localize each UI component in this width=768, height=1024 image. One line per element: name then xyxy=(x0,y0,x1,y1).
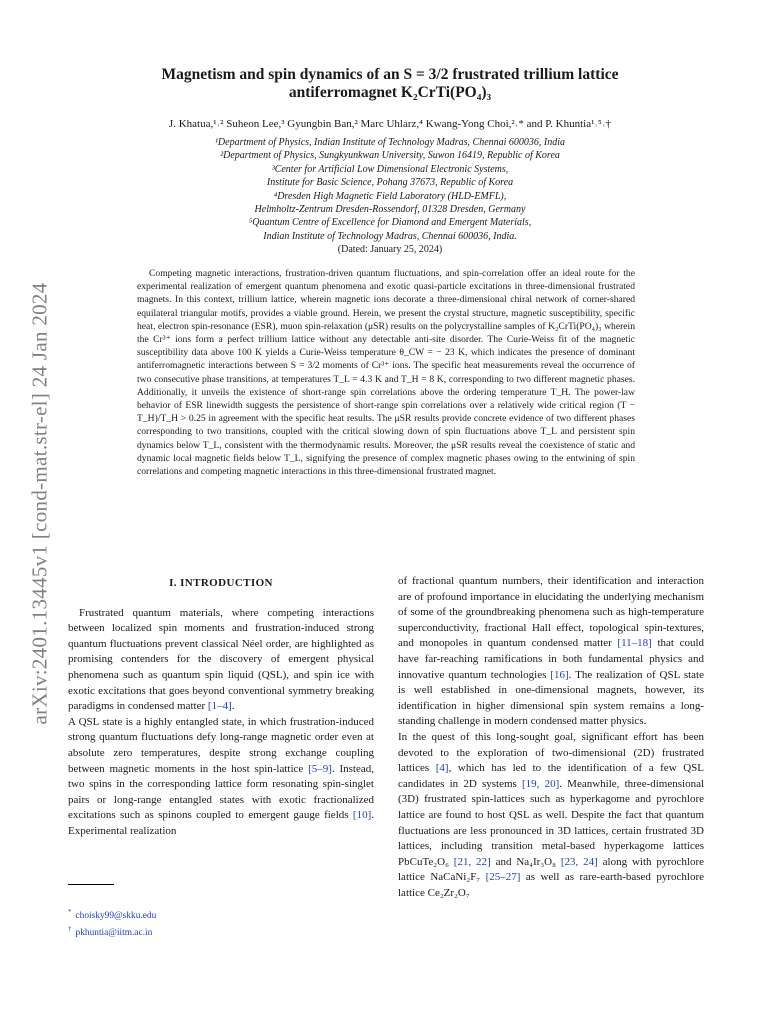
intro-paragraph-2 xyxy=(68,715,374,840)
paragraph-text: Frustrated quantum materials, where competing interactions between localized spin moments and frustration-induced strong quantum fluctuations prevent classical Néel order, are highlighted as promising contenders for the discovery of emergent physical phenomena such as quantum spin liquid (QSL), and spin ice with exotic excitations that goes beyond conventional symmetry breaking paradigms in condensed matter xyxy=(68,606,374,713)
paragraph-text: . Instead, two spins in the corresponding lattice form resonating spin-singlet pairs or long-range entangled states with exotic fractionalized excitations such as spinons coupled to emergent gauge fields xyxy=(68,762,375,822)
affiliation-line: Helmholtz-Zentrum Dresden-Rossendorf, 01328 Dresden, Germany xyxy=(254,204,526,216)
paper-title xyxy=(100,66,680,102)
right-column xyxy=(398,574,704,901)
paragraph-text: . Meanwhile, three-dimensional (3D) frustrated spin-lattices such as hyperkagome and pyrochlore lattice are found to host QSL as well. Despite the fact that quantum fluctuations are less pronounced in 3D lattices, certain frustrated 3D lattices, including transition metal-based hyperkagome lattices PbCuTe₂O₆ xyxy=(398,777,705,868)
email-link[interactable]: pkhuntia@iitm.ac.in xyxy=(75,928,153,939)
paragraph-text: that could have far-reaching ramifications in both fundamental physics and innovative quantum technologies xyxy=(398,637,705,681)
paragraph-text: . xyxy=(231,700,235,713)
intro-paragraph-3 xyxy=(398,574,704,730)
affiliation-line: ²Department of Physics, Sungkyunkwan University, Suwon 16419, Republic of Korea xyxy=(220,150,560,162)
citation-link[interactable]: [4] xyxy=(435,762,449,775)
footnotes xyxy=(68,906,368,941)
citation-link[interactable]: [10] xyxy=(352,809,372,822)
citation-link[interactable]: [16] xyxy=(550,668,569,681)
email-link[interactable]: choisky99@skku.edu xyxy=(75,911,157,922)
paragraph-text: of fractional quantum numbers, their identification and interaction are of profound importance in elucidating the underlying mechanism of some of the groundbreaking phenomena such as high-temperature superconductivity, fractional Hall effect, topological spin-textures, and monopoles in quantum condensed matter xyxy=(398,575,704,650)
intro-paragraph-4 xyxy=(398,730,704,902)
affiliation-line: ⁵Quantum Centre of Excellence for Diamond and Emergent Materials, xyxy=(248,217,532,229)
paragraph-text: A QSL state is a highly entangled state, in which frustration-induced strong quantum fluctuations defy long-range magnetic order even at absolute zero temperatures, despite strong exchange coupling between magnetic moments in the host spin-lattice xyxy=(68,715,374,775)
citation-link[interactable]: [25–27] xyxy=(485,871,521,884)
affiliation-line: Indian Institute of Technology Madras, Chennai 600036, India. xyxy=(263,230,517,242)
paragraph-text: . The realization of QSL state is well established in one-dimensional magnets, however, its identification in higher dimensional spin system remains a long-standing challenge in modern condensed matter physics. xyxy=(398,668,704,728)
citation-link[interactable]: [23, 24] xyxy=(560,855,598,868)
affiliation-line: ³Center for Artificial Low Dimensional Electronic Systems, xyxy=(271,163,509,175)
footnote-divider xyxy=(68,884,114,885)
affiliation-line: ⁴Dresden High Magnetic Field Laboratory (HLD-EMFL), xyxy=(273,190,507,202)
abstract: Competing magnetic interactions, frustration-driven quantum fluctuations, and spin-correlation offer an ideal route for the experimental realization of emergent quantum phenomena and exotic quasi-particle excitations in three-dimensional frustrated magnets. In this context, trillium lattice, wherein magnetic ions decorate a three-dimensional chiral network of corner-shared equilateral triangular motifs, provides a viable ground. Herein, we present the crystal structure, magnetic susceptibility, specific heat, electron spin-resonance (ESR), muon spin-relaxation (μSR) results on the polycrystalline samples of K₂CrTi(PO₄)₃ wherein the Cr³⁺ ions form a perfect trillium lattice without any detectable anti-site disorder. The Curie-Weiss fit of the magnetic susceptibility data above 100 K yields a Curie-Weiss temperature θ_CW = − 23 K, which indicates the presence of dominant antiferromagnetic interactions between S = 3/2 moments of Cr³⁺ ions. The specific heat measurements reveal the occurrence of two consecutive phase transitions, at temperatures T_L = 4.3 K and T_H = 8 K, corresponding to two different magnetic phases. Additionally, it unveils the existence of short-range spin correlations above the ordering temperature T_H. The power-law behavior of ESR linewidth suggests the persistence of short-range spin correlations over a relatively wide critical region (T − T_H)/T_H > 0.25 in agreement with the specific heat results. The μSR results provide concrete evidence of two different phases corresponding to two transitions, coupled with the critical slowing down of spin fluctuations above T_L and persistent spin dynamics below T_L, consistent with the thermodynamic results. Moreover, the μSR results reveal the coexistence of static and dynamic local magnetic fields below T_L, signifying the presence of complex magnetic phases owing to the entwining of spin correlations and competing magnetic interactions in this three-dimensional frustrated magnet. xyxy=(137,268,635,478)
paragraph-text: and Na₄Ir₃O₈ xyxy=(490,855,561,868)
arxiv-identifier-sidebar xyxy=(22,248,58,758)
paragraph-text: along with pyrochlore lattice NaCaNi₂F₇ xyxy=(398,855,705,884)
citation-link[interactable]: [1–4] xyxy=(207,700,232,713)
citation-link[interactable]: [11–18] xyxy=(617,637,652,650)
affiliation-block xyxy=(110,136,670,257)
footnote-2 xyxy=(68,923,368,940)
citation-link[interactable]: [21, 22] xyxy=(453,855,491,868)
arxiv-identifier-text: arXiv:2401.13445v1 [cond-mat.str-el] 24 Jan 2024 xyxy=(27,281,52,725)
paragraph-text: . Experimental realization xyxy=(68,809,374,837)
citation-link[interactable]: [5–9] xyxy=(308,762,332,775)
citation-link[interactable]: [19, 20] xyxy=(521,777,560,790)
paragraph-text: , which has led to the identification of a few QSL candidates in 2D systems xyxy=(398,762,704,790)
footnote-mark: † xyxy=(68,925,72,934)
affiliation-line: Institute for Basic Science, Pohang 37673, Republic of Korea xyxy=(266,177,514,189)
dated-line: (Dated: January 25, 2024) xyxy=(337,244,443,256)
paragraph-text: as well as rare-earth-based pyrochlore lattice Ce₂Zr₂O₇ xyxy=(398,871,704,899)
author-list: J. Khatua,¹˒² Suheon Lee,³ Gyungbin Ban,² Marc Uhlarz,⁴ Kwang-Yong Choi,²˒* and P. Khuntia¹˒⁵˒† xyxy=(168,118,612,130)
title-line-1: Magnetism and spin dynamics of an S = 3/2 frustrated trillium lattice xyxy=(161,66,619,83)
intro-paragraph-1 xyxy=(68,606,374,715)
title-line-2: antiferromagnet K₂CrTi(PO₄)₃ xyxy=(288,84,492,101)
paragraph-text: In the quest of this long-sought goal, significant effort has been devoted to the exploration of two-dimensional (2D) frustrated lattices xyxy=(398,730,704,775)
affiliation-line: ¹Department of Physics, Indian Institute of Technology Madras, Chennai 600036, India xyxy=(214,137,566,148)
left-column xyxy=(68,574,374,840)
footnote-1 xyxy=(68,906,368,923)
section-heading-introduction: I. INTRODUCTION xyxy=(169,577,273,589)
footnote-mark: * xyxy=(68,908,72,916)
